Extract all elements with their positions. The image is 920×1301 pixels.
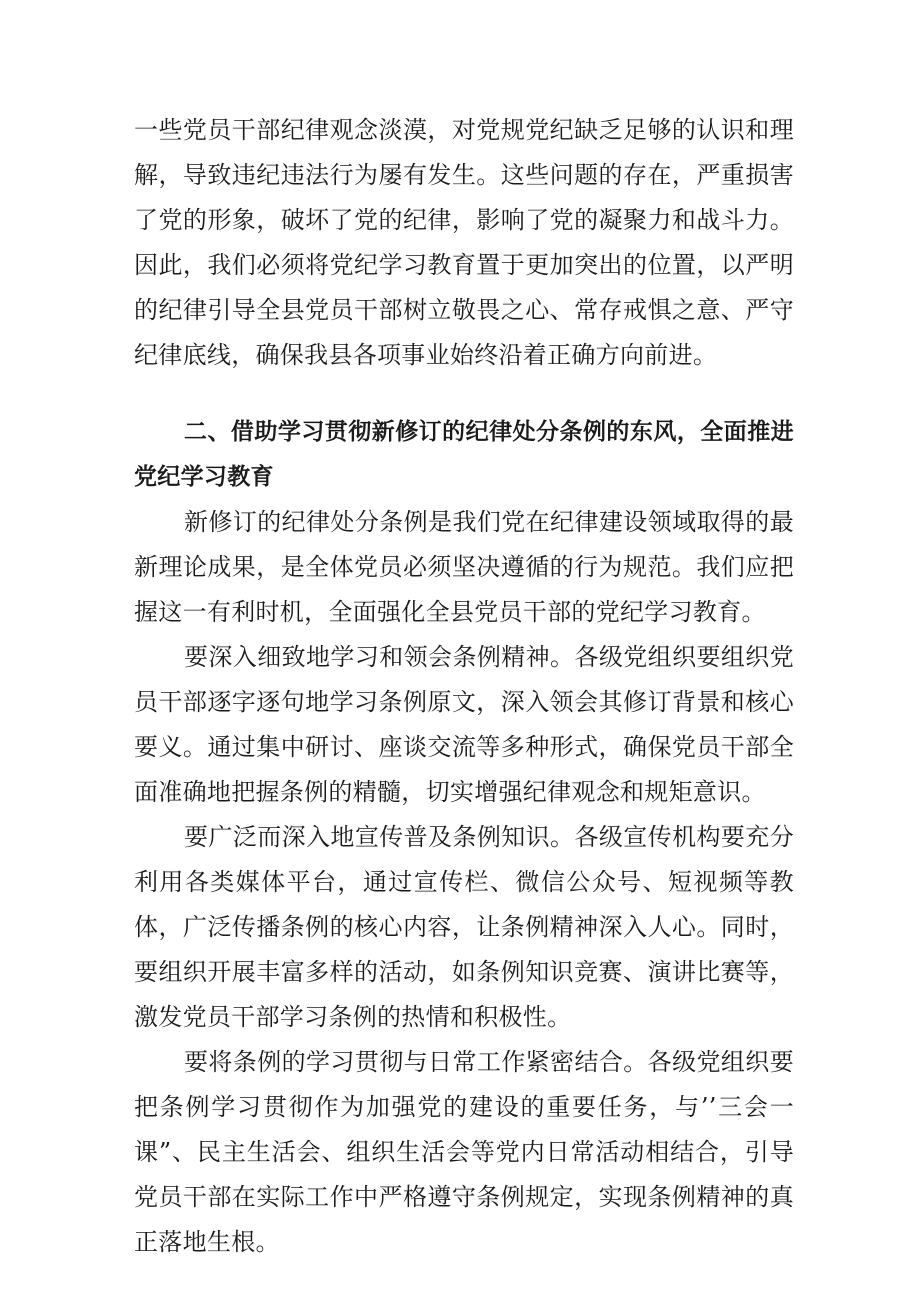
- paragraph-publicize-knowledge: 要广泛而深入地宣传普及条例知识。各级宣传机构要充分利用各类媒体平台，通过宣传栏、微信公众号、短视频等教体，广泛传播条例的核心内容，让条例精神深入人心。同时，要组织开展丰富多样的活动，如条例知识竞赛、演讲比赛等，激发党员干部学习条例的热情和积极性。: [134, 823, 794, 1031]
- paragraph-continuation: 一些党员干部纪律观念淡漠，对党规党纪缺乏足够的认识和理解，导致违纪违法行为屡有发生。这些问题的存在，严重损害了党的形象，破坏了党的纪律，影响了党的凝聚力和战斗力。因此，我们必须将党纪学习教育置于更加突出的位置，以严明的纪律引导全县党员干部树立敬畏之心、常存戒惧之意、严守纪律底线，确保我县各项事业始终沿着正确方向前进。: [134, 116, 794, 369]
- paragraph-combine-daily-work: 要将条例的学习贯彻与日常工作紧密结合。各级党组织要把条例学习贯彻作为加强党的建设的重要任务，与’’三会一课”、民主生活会、组织生活会等党内日常活动相结合，引导党员干部在实际工作中严格遵守条例规定，实现条例精神的真正落地生根。: [134, 1048, 794, 1256]
- paragraph-regulation-overview: 新修订的纪律处分条例是我们党在纪律建设领域取得的最新理论成果，是全体党员必须坚决遵循的行为规范。我们应把握这一有利时机，全面强化全县党员干部的党纪学习教育。: [134, 508, 794, 626]
- paragraph-study-spirit: 要深入细致地学习和领会条例精神。各级党组织要组织党员干部逐字逐句地学习条例原文，深入领会其修订背景和核心要义。通过集中研讨、座谈交流等多种形式，确保党员干部全面准确地把握条例的精髓，切实增强纪律观念和规矩意识。: [134, 643, 794, 806]
- section-heading: 二、借助学习贯彻新修订的纪律处分条例的东风，全面推进党纪学习教育: [134, 419, 794, 490]
- document-body: [134, 108, 794, 1265]
